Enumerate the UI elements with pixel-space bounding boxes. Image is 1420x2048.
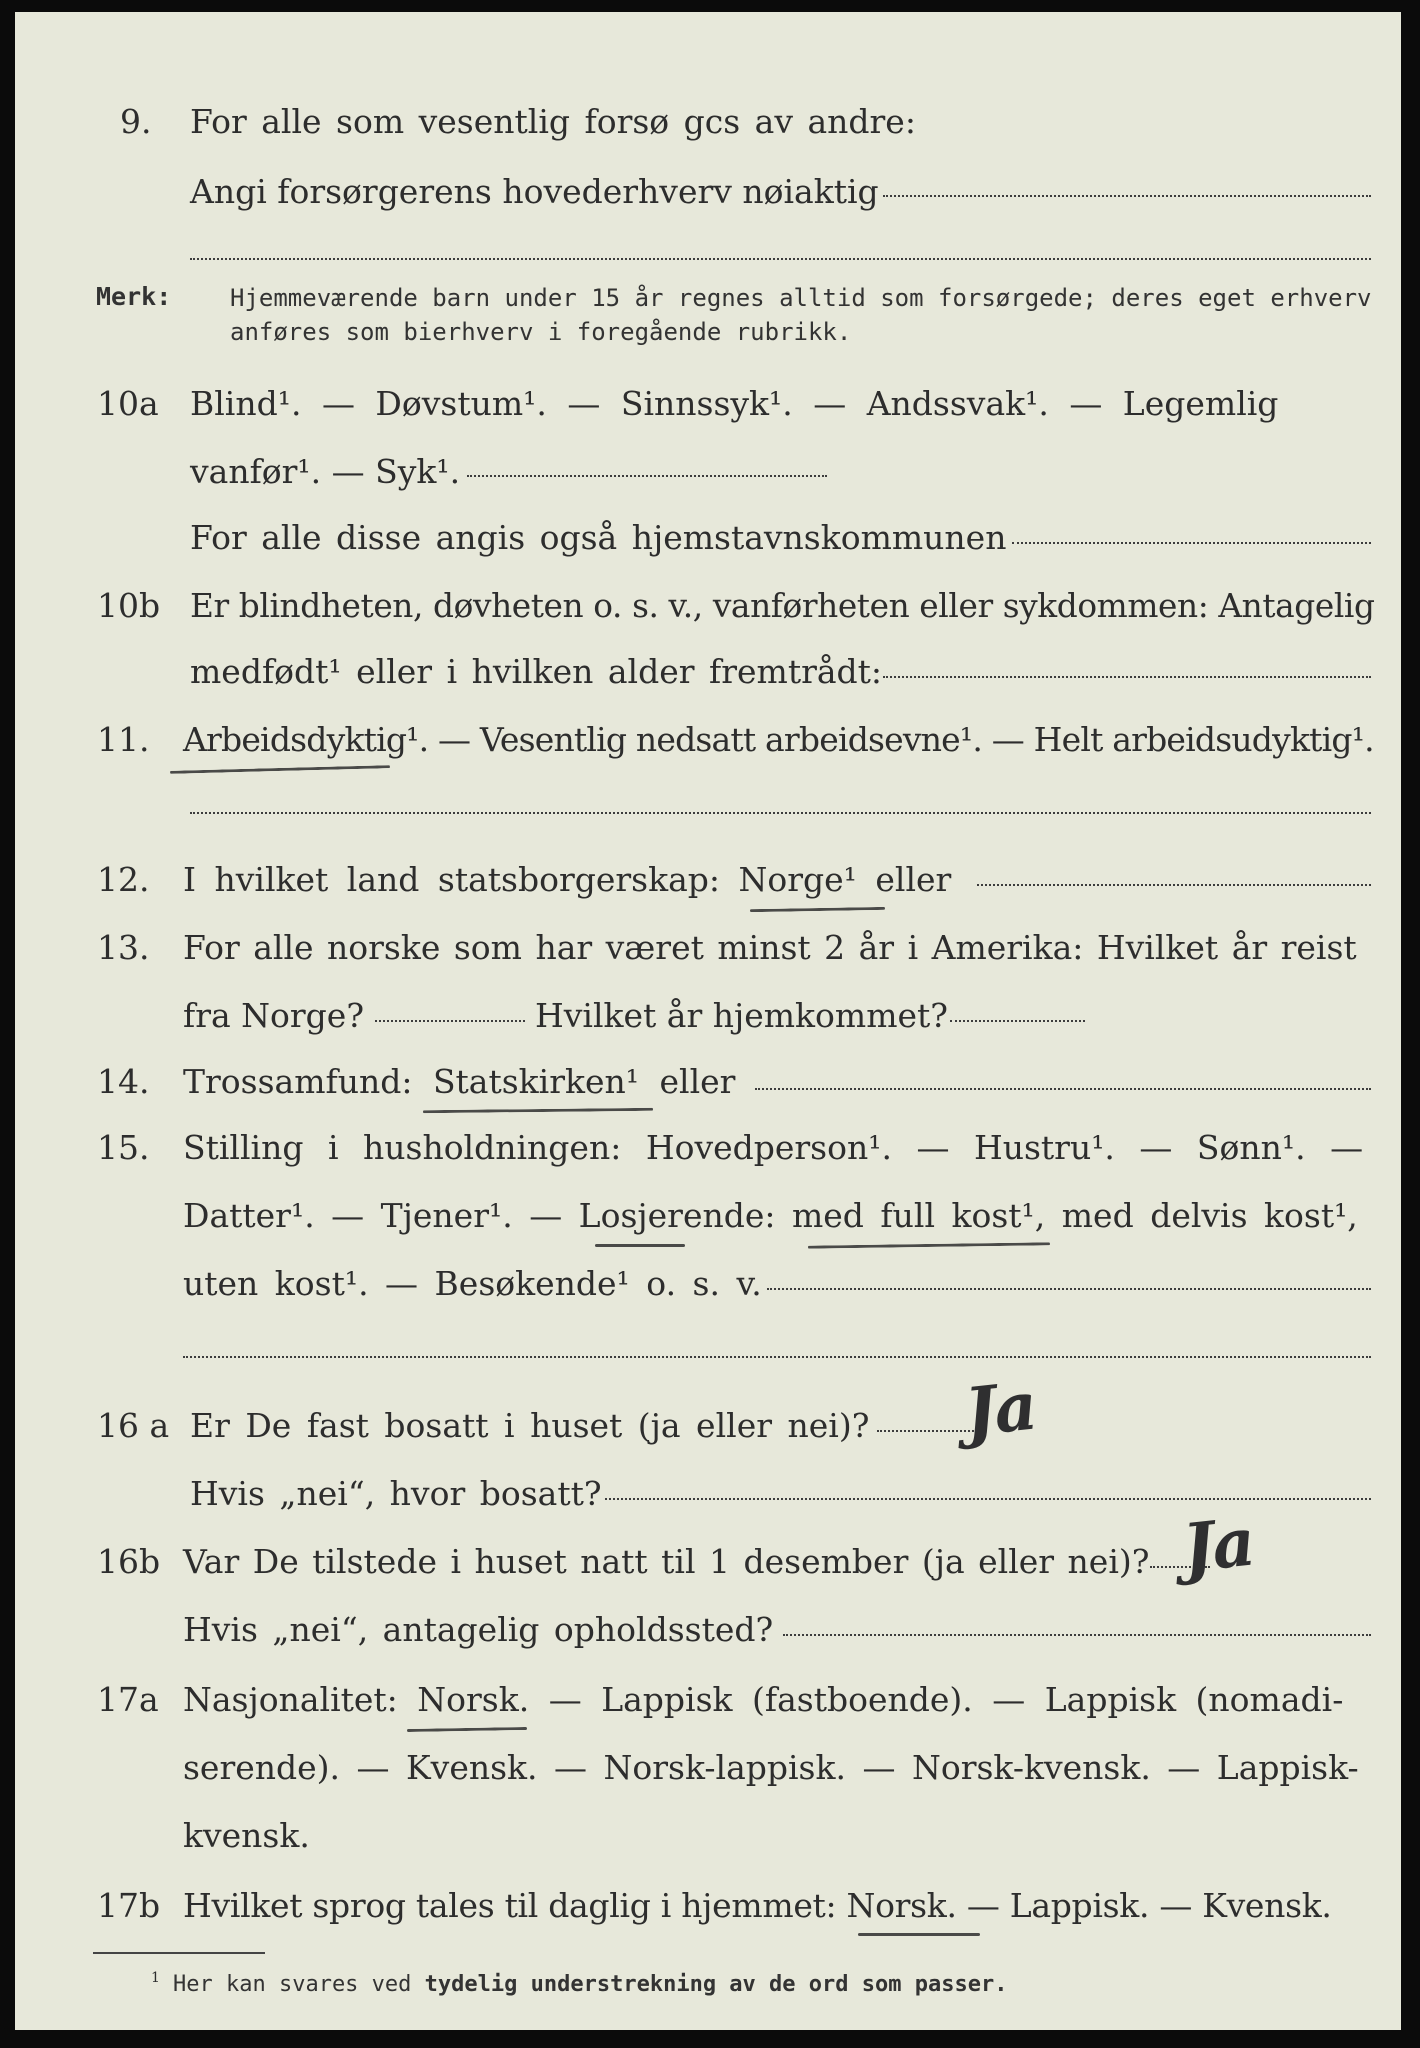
q14-answer-dotted-line — [755, 1088, 1371, 1090]
q10a-line1: Blind¹. — Døvstum¹. — Sinnssyk¹. — Andssvak¹. — Legemlig — [190, 384, 1279, 423]
question-number-9: 9. — [120, 102, 152, 141]
question-number-16a: 16 a — [97, 1406, 170, 1445]
question-number-10a: 10a — [97, 384, 159, 423]
q12-answer-dotted-line — [977, 884, 1371, 886]
q9-answer-dotted-line-2 — [190, 258, 1371, 260]
note-label: Merk: — [96, 282, 172, 311]
q10a-line3: For alle disse angis også hjemstavnskommunen — [190, 518, 1007, 557]
q15-line1: Stilling i husholdningen: Hovedperson¹. — Hustru¹. — Sønn¹. — — [183, 1128, 1364, 1167]
q16a-line1: Er De fast bosatt i huset (ja eller nei)? — [190, 1406, 870, 1445]
footnote-text-bold: tydelig understrekning av de ord som passer. — [424, 1972, 1008, 1997]
q10a-hometown-dotted-line — [1012, 542, 1371, 544]
footnote-text — [173, 1972, 1007, 1997]
note-line1: Hjemmeværende barn under 15 år regnes alltid som forsørgede; deres eget erhverv — [230, 284, 1372, 312]
q16a-line2: Hvis „nei“, hvor bosatt? — [190, 1474, 602, 1513]
q17a-line2: serende). — Kvensk. — Norsk-lappisk. — Norsk-kvensk. — Lappisk- — [183, 1748, 1359, 1787]
q11-line1: Arbeidsdyktig¹. — Vesentlig nedsatt arbeidsevne¹. — Helt arbeidsudyktig¹. — [183, 720, 1374, 759]
q13-line2b: Hvilket år hjemkommet? — [535, 996, 948, 1035]
question-number-12: 12. — [97, 860, 150, 899]
q16b-line2: Hvis „nei“, antagelig opholdssted? — [183, 1610, 774, 1649]
footnote-rule — [93, 1952, 265, 1954]
q9-answer-dotted-line — [883, 195, 1371, 197]
q16a-residence-dotted-line — [605, 1498, 1371, 1500]
q16a-answer-dotted-line — [877, 1430, 977, 1432]
question-number-13: 13. — [97, 928, 150, 967]
q9-line2: Angi forsørgerens hovederhverv nøiaktig — [190, 172, 879, 211]
footnote-mark: 1 — [151, 1970, 160, 1986]
q13-year-returned-dotted-line — [950, 1020, 1085, 1022]
q15-answer-dotted-line-2 — [183, 1356, 1371, 1358]
q10a-line2: vanfør¹. — Syk¹. — [190, 452, 461, 491]
q13-year-left-dotted-line — [375, 1020, 525, 1022]
q15-line3: uten kost¹. — Besøkende¹ o. s. v. — [183, 1264, 762, 1303]
q15-losjerende-underline — [595, 1244, 685, 1247]
question-number-16b: 16b — [97, 1542, 161, 1581]
question-number-14: 14. — [97, 1062, 150, 1101]
question-number-11: 11. — [97, 720, 150, 759]
question-number-17a: 17a — [97, 1680, 159, 1719]
q15-line2: Datter¹. — Tjener¹. — Losjerende: med full kost¹, med delvis kost¹, — [183, 1196, 1358, 1235]
q9-line1: For alle som vesentlig forsø gcs av andre: — [190, 102, 916, 141]
q17a-line1: Nasjonalitet: Norsk. — Lappisk (fastboende). — Lappisk (nomadi- — [183, 1680, 1344, 1719]
q17b-line1: Hvilket sprog tales til daglig i hjemmet: Norsk. — Lappisk. — Kvensk. — [183, 1886, 1332, 1925]
census-form-page — [15, 12, 1401, 2030]
note-line2: anføres som bierhverv i foregående rubrikk. — [230, 318, 852, 346]
q10b-line2: medfødt¹ eller i hvilken alder fremtrådt: — [190, 652, 883, 691]
footnote-text-plain: Her kan svares ved — [173, 1972, 425, 1997]
q17a-line3: kvensk. — [183, 1816, 310, 1855]
q11-dotted-line — [190, 812, 1371, 814]
q15-answer-dotted-line — [767, 1288, 1371, 1290]
q10b-line1: Er blindheten, døvheten o. s. v., vanførheten eller sykdommen: Antagelig — [190, 586, 1375, 625]
q17b-handwritten-underline — [858, 1933, 980, 1936]
q16b-place-dotted-line — [783, 1634, 1371, 1636]
q14-line1: Trossamfund: Statskirken¹ eller — [183, 1062, 736, 1101]
q16a-handwritten-answer: Ja — [961, 1366, 1039, 1452]
q16b-handwritten-answer: Ja — [1179, 1502, 1257, 1588]
question-number-10b: 10b — [97, 586, 161, 625]
q16b-line1: Var De tilstede i huset natt til 1 desember (ja eller nei)? — [183, 1542, 1150, 1581]
q13-line1: For alle norske som har været minst 2 år i Amerika: Hvilket år reist — [183, 928, 1357, 967]
q13-line2a: fra Norge? — [183, 996, 365, 1035]
question-number-17b: 17b — [97, 1886, 161, 1925]
question-number-15: 15. — [97, 1128, 150, 1167]
q10a-answer-dotted-line — [467, 475, 827, 477]
q12-line1: I hvilket land statsborgerskap: Norge¹ eller — [183, 860, 952, 899]
q10b-answer-dotted-line — [883, 676, 1371, 678]
